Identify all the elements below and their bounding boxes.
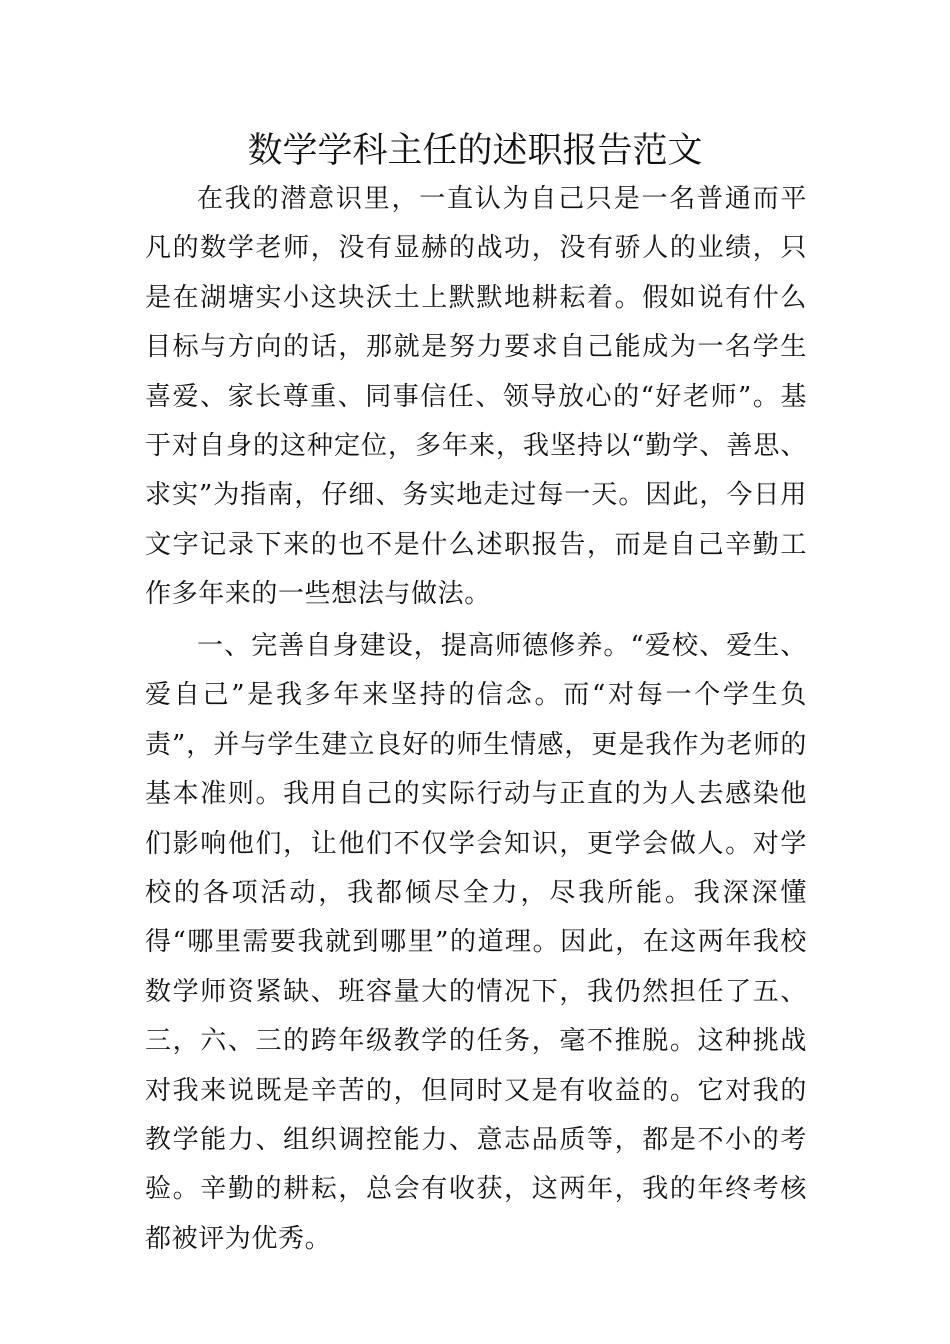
body-paragraph-2-container bbox=[145, 622, 807, 1264]
body-paragraph: 一、完善自身建设，提高师德修养。“爱校、爱生、爱自己”是我多年来坚持的信念。而“对每一个学生负责”，并与学生建立良好的师生情感，更是我作为老师的基本准则。我用自己的实际行动与正直的为人去感染他们影响他们，让他们不仅学会知识，更学会做人。对学校的各项活动，我都倾尽全力，尽我所能。我深深懂得“哪里需要我就到哪里”的道理。因此，在这两年我校数学师资紧缺、班容量大的情况下，我仍然担任了五、三，六、三的跨年级教学的任务，毫不推脱。这种挑战对我来说既是辛苦的，但同时又是有收益的。它对我的教学能力、组织调控能力、意志品质等，都是不小的考验。辛勤的耕耘，总会有收获，这两年，我的年终考核都被评为优秀。 bbox=[145, 631, 807, 1254]
body-paragraph-1-container bbox=[145, 175, 807, 620]
document-title: 数学学科主任的述职报告范文 bbox=[247, 131, 703, 171]
body-paragraph: 在我的潜意识里，一直认为自己只是一名普通而平凡的数学老师，没有显赫的战功，没有骄人的业绩，只是在湖塘实小这块沃土上默默地耕耘着。假如说有什么目标与方向的话，那就是努力要求自己能成为一名学生喜爱、家长尊重、同事信任、领导放心的“好老师”。基于对自身的这种定位，多年来，我坚持以“勤学、善思、求实”为指南，仔细、务实地走过每一天。因此，今日用文字记录下来的也不是什么述职报告，而是自己辛勤工作多年来的一些想法与做法。 bbox=[145, 184, 807, 610]
